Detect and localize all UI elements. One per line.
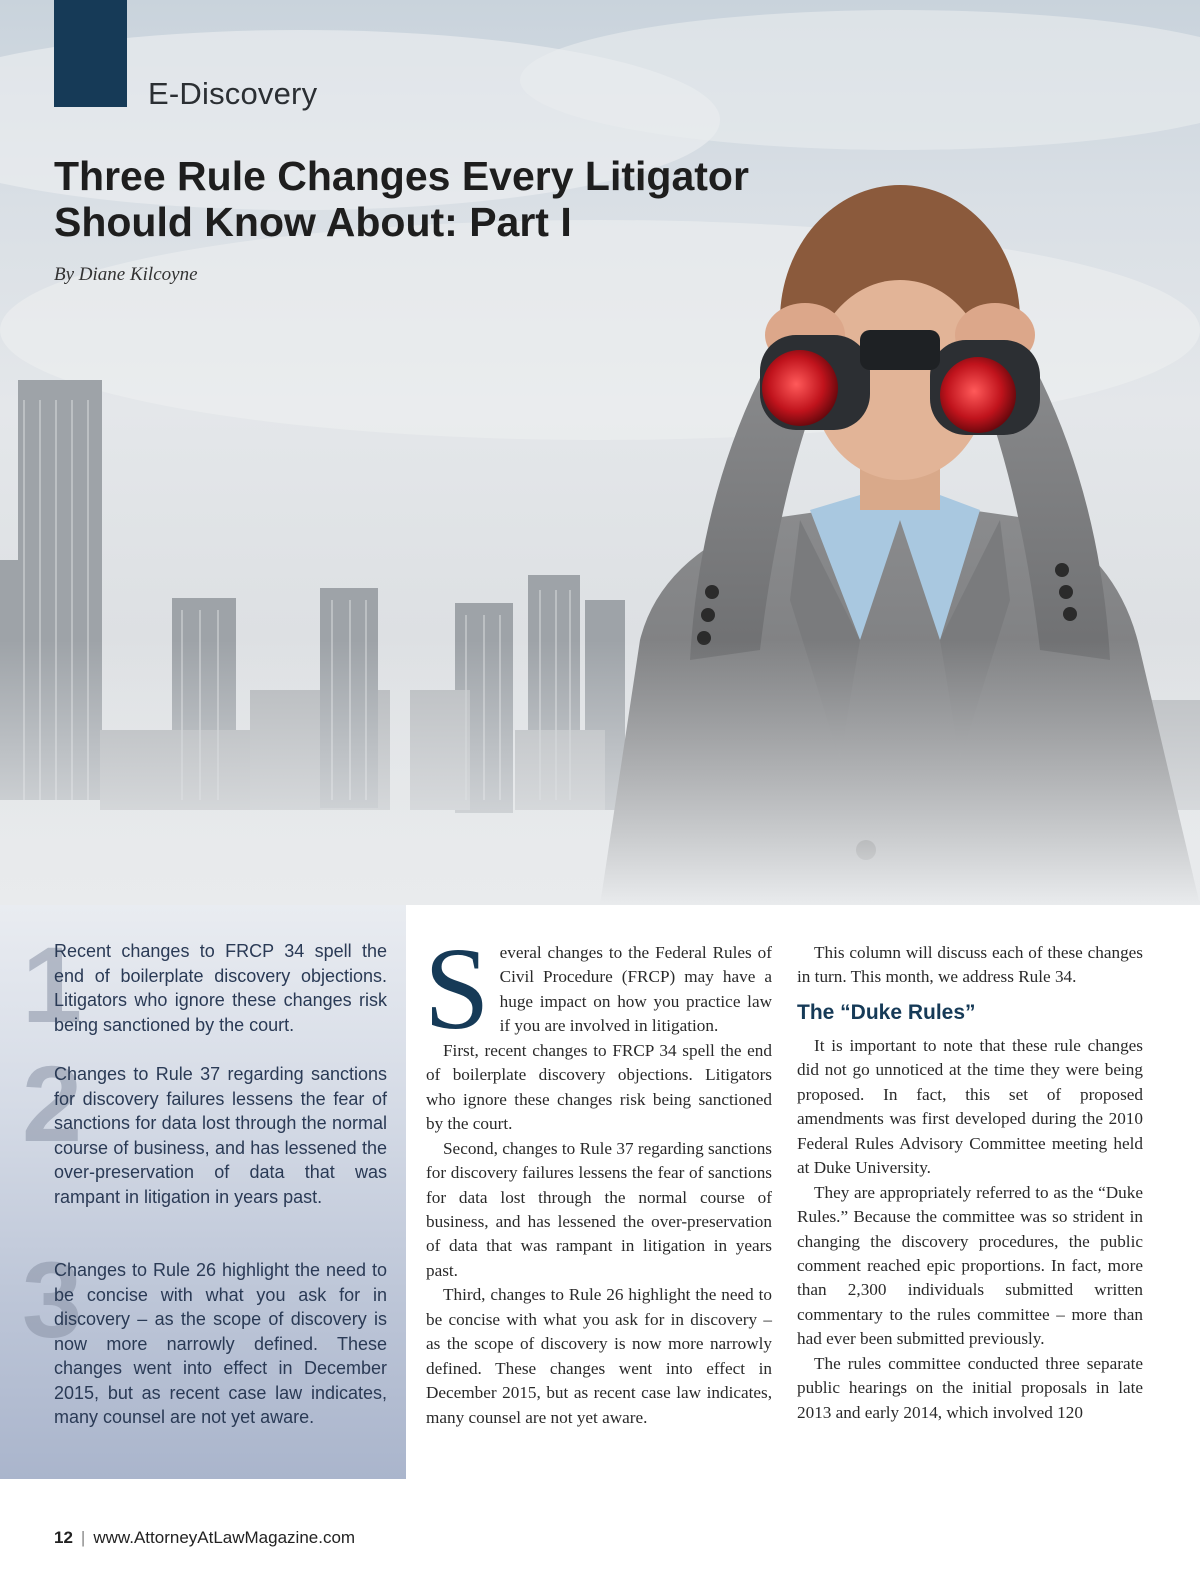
body-paragraph: The rules committee conducted three separate public hearings on the initial proposals in late 2013 and early 2014, which involved 120 [797,1353,1143,1422]
key-point-number: 1 [22,924,83,1045]
key-point-number: 2 [22,1043,83,1164]
article-column-2 [797,941,1143,1425]
footer-url: www.AttorneyAtLawMagazine.com [93,1528,356,1547]
subheading: The “Duke Rules” [797,1000,976,1024]
section-label: E-Discovery [148,76,318,111]
article-headline [54,153,854,245]
body-paragraph: Third, changes to Rule 26 highlight the need to be concise with what you ask for in discovery – as the scope of discovery is now more narrowly defined. These changes went into effect in December 2015, but as recent case law indicates, many counsel are not yet aware. [426,1285,772,1427]
key-point-number: 3 [22,1239,83,1360]
key-point-text: Changes to Rule 37 regarding sanctions for discovery failures lessens the fear of sanctions for data lost through the normal course of business, and has lessened the over-preservation of data that was rampant in litigation in years past. [54,1064,387,1207]
section-accent-bar [54,0,127,107]
byline: By Diane Kilcoyne [54,264,198,285]
footer-separator: | [80,1528,86,1547]
article-column-1 [424,923,772,1430]
body-paragraph: It is important to note that these rule changes did not go unnoticed at the time they were being proposed. In fact, this set of proposed amendments was first developed during the 2010 Federal Rules Advisory Committee meeting held at Duke University. [797,1035,1143,1178]
headline-line-1: Three Rule Changes Every Litigator [54,153,749,199]
body-paragraph: This column will discuss each of these changes in turn. This month, we address Rule 34. [797,943,1143,987]
body-paragraph: Second, changes to Rule 37 regarding sanctions for discovery failures lessens the fear of sanctions for data lost through the normal course of business, and has lessened the over-preservation of data that was rampant in litigation in years past. [426,1138,772,1280]
page-footer [54,1528,355,1548]
body-paragraph: First, recent changes to FRCP 34 spell the end of boilerplate discovery objections. Litigators who ignore these changes risk being sanctioned by the court. [426,1040,772,1134]
key-point-text: Recent changes to FRCP 34 spell the end of boilerplate discovery objections. Litigators who ignore these changes risk being sanctioned by the court. [54,941,387,1035]
headline-line-2: Should Know About: Part I [54,199,572,245]
intro-paragraph [424,923,772,1054]
page-number: 12 [54,1528,73,1547]
intro-text: everal changes to the Federal Rules of Civil Procedure (FRCP) may have a huge impact on how you practice law if you are involved in litigation. [499,943,772,1036]
key-point-text: Changes to Rule 26 highlight the need to be concise with what you ask for in discovery – as the scope of discovery is now more narrowly defined. These changes went into effect in December 2015, but as recent case law indicates, many counsel are not yet aware. [54,1260,387,1427]
drop-cap: S [424,923,490,1054]
body-paragraph: They are appropriately referred to as the “Duke Rules.” Because the committee was so strident in changing the discovery procedures, the public comment reached epic proportions. In fact, more than 2,300 individuals submitted written commentary to the rules committee – more than had ever been submitted previously. [797,1182,1143,1349]
key-points-sidebar [0,905,406,1479]
